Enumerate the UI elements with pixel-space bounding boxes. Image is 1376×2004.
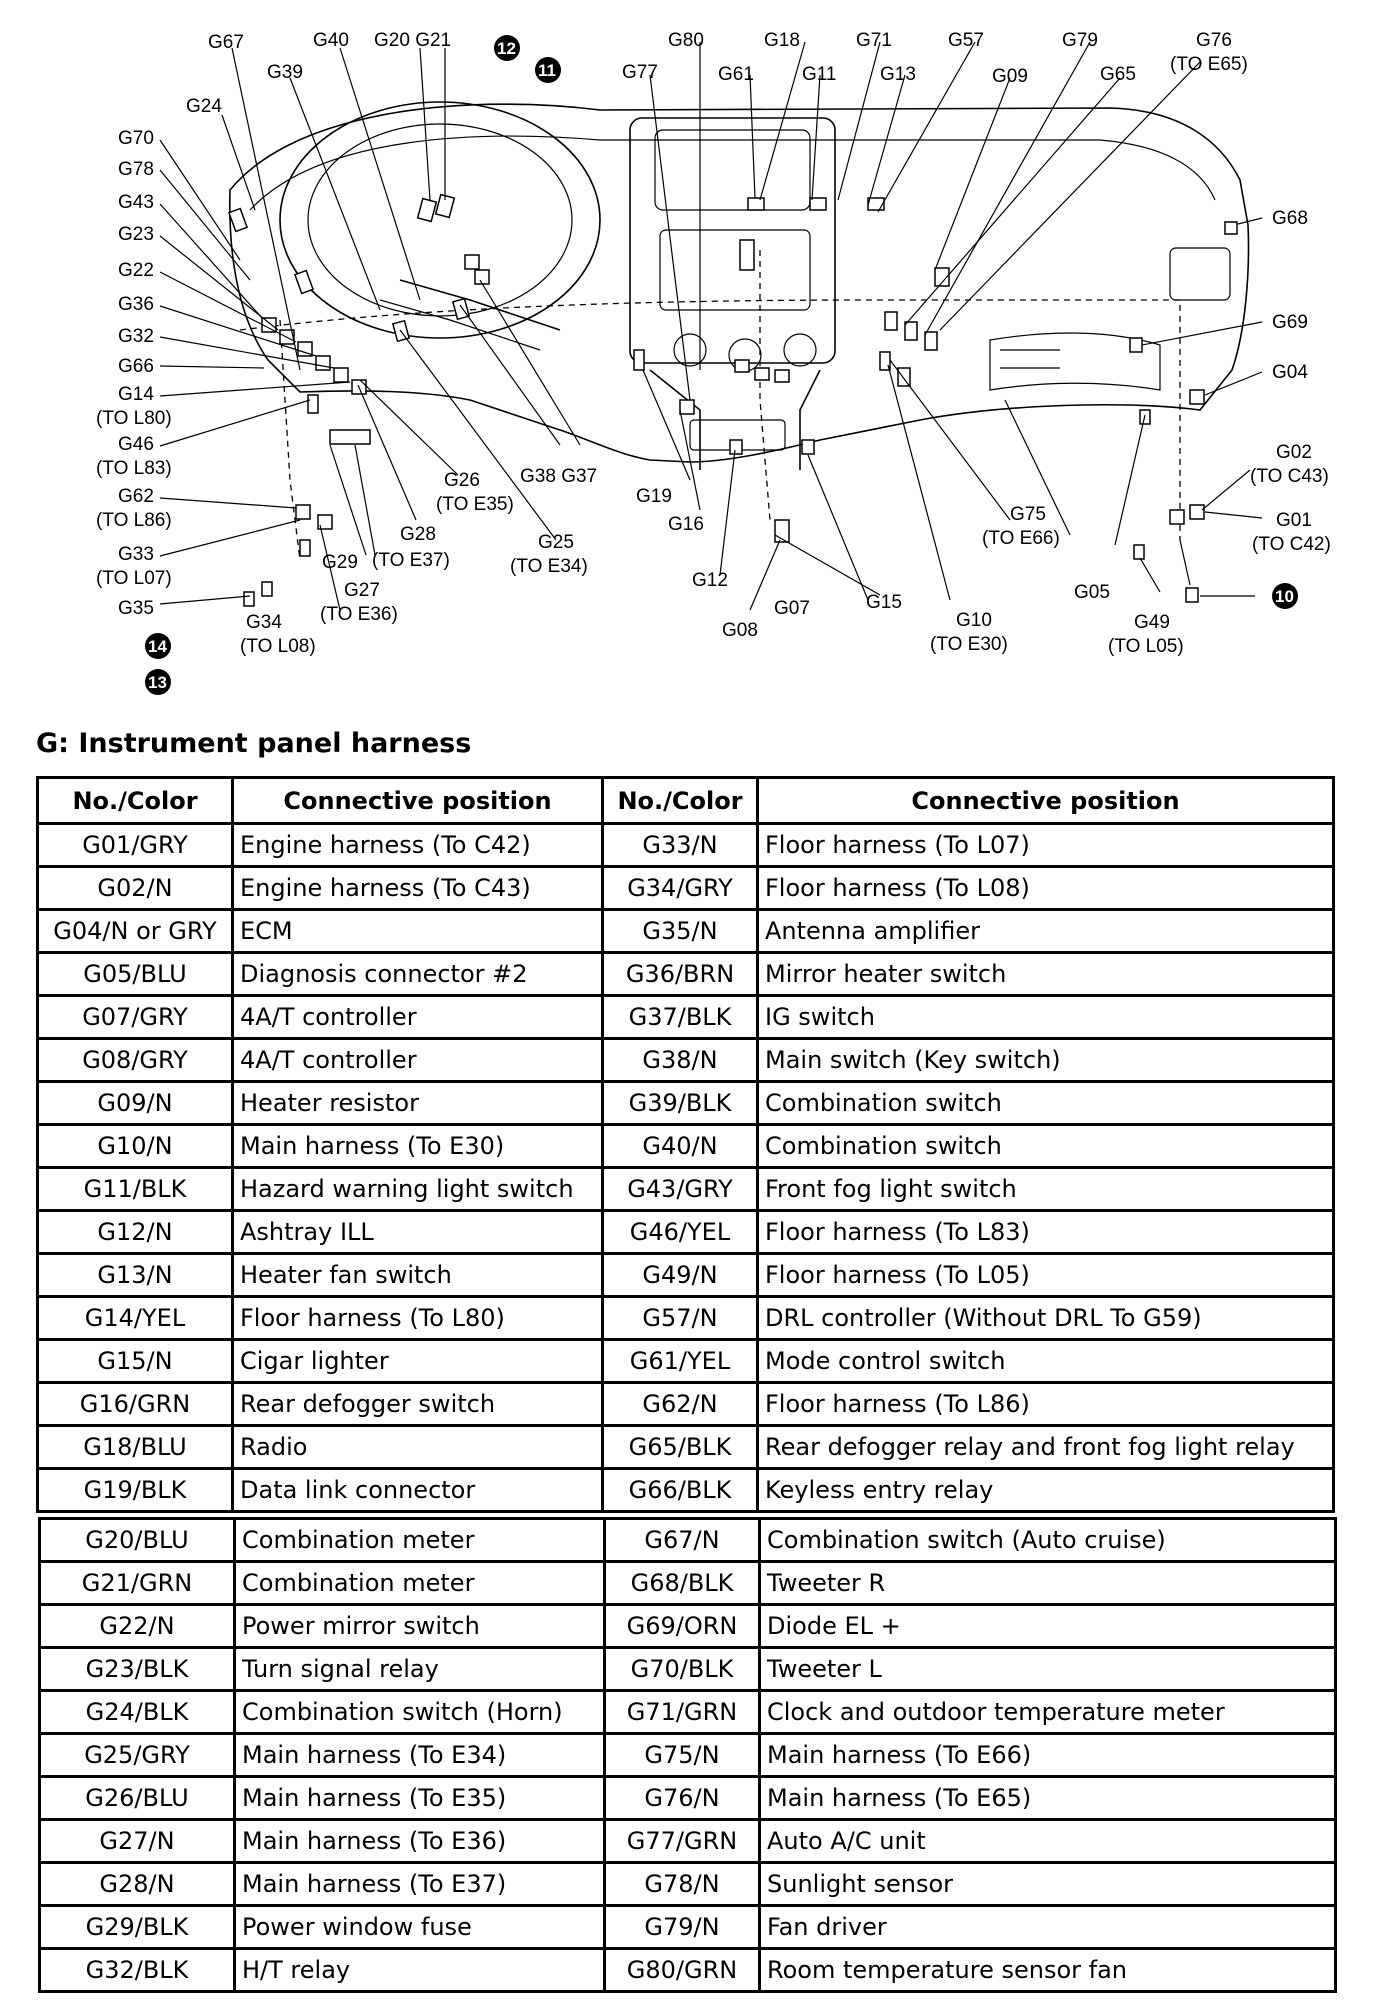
cell-no-color: G01/GRY xyxy=(38,824,233,867)
label-g26: G26 xyxy=(444,470,480,491)
label-g26-sub: (TO E35) xyxy=(436,494,514,515)
cell-connective-position: Keyless entry relay xyxy=(758,1469,1334,1512)
cell-connective-position: Front fog light switch xyxy=(758,1168,1334,1211)
cell-no-color: G49/N xyxy=(603,1254,758,1297)
cell-connective-position: Radio xyxy=(233,1426,603,1469)
header-connective-position: Connective position xyxy=(233,778,603,824)
table-row xyxy=(38,1340,1334,1383)
cell-no-color: G78/N xyxy=(605,1863,760,1906)
cell-connective-position: Main switch (Key switch) xyxy=(758,1039,1334,1082)
label-g33: G33 xyxy=(118,544,154,565)
cell-connective-position: Engine harness (To C42) xyxy=(233,824,603,867)
cell-connective-position: 4A/T controller xyxy=(233,996,603,1039)
cell-no-color: G09/N xyxy=(38,1082,233,1125)
cell-connective-position: Floor harness (To L07) xyxy=(758,824,1334,867)
cell-no-color: G22/N xyxy=(40,1605,235,1648)
label-g68: G68 xyxy=(1272,208,1308,229)
table-row xyxy=(38,1297,1334,1340)
label-g57: G57 xyxy=(948,30,984,51)
label-g46: G46 xyxy=(118,434,154,455)
cell-connective-position: Ashtray ILL xyxy=(233,1211,603,1254)
table-row xyxy=(38,996,1334,1039)
badge-10: 10 xyxy=(1275,587,1294,606)
label-g10: G10 xyxy=(956,610,992,631)
cell-no-color: G38/N xyxy=(603,1039,758,1082)
cell-connective-position: Floor harness (To L83) xyxy=(758,1211,1334,1254)
connector-table-block-1 xyxy=(36,776,1335,1513)
cell-no-color: G20/BLU xyxy=(40,1519,235,1562)
label-g14: G14 xyxy=(118,384,154,405)
cell-connective-position: IG switch xyxy=(758,996,1334,1039)
cell-no-color: G66/BLK xyxy=(603,1469,758,1512)
header-connective-position: Connective position xyxy=(758,778,1334,824)
cell-no-color: G32/BLK xyxy=(40,1949,235,1992)
cell-connective-position: Mode control switch xyxy=(758,1340,1334,1383)
label-g80: G80 xyxy=(668,30,704,51)
cell-no-color: G28/N xyxy=(40,1863,235,1906)
cell-no-color: G46/YEL xyxy=(603,1211,758,1254)
label-g01-sub: (TO C42) xyxy=(1252,534,1331,555)
label-g70: G70 xyxy=(118,128,154,149)
cell-connective-position: Combination switch xyxy=(758,1082,1334,1125)
label-g69: G69 xyxy=(1272,312,1308,333)
cell-no-color: G21/GRN xyxy=(40,1562,235,1605)
label-g34: G34 xyxy=(246,612,282,633)
cell-no-color: G08/GRY xyxy=(38,1039,233,1082)
cell-no-color: G68/BLK xyxy=(605,1562,760,1605)
label-g76-top: G76 xyxy=(1196,30,1232,51)
cell-connective-position: Power mirror switch xyxy=(235,1605,605,1648)
table-row xyxy=(38,1168,1334,1211)
cell-no-color: G33/N xyxy=(603,824,758,867)
cell-no-color: G04/N or GRY xyxy=(38,910,233,953)
label-g29: G29 xyxy=(322,552,358,573)
label-g23: G23 xyxy=(118,224,154,245)
cell-no-color: G34/GRY xyxy=(603,867,758,910)
cell-connective-position: Main harness (To E30) xyxy=(233,1125,603,1168)
label-g61: G61 xyxy=(718,64,754,85)
cell-no-color: G40/N xyxy=(603,1125,758,1168)
cell-connective-position: Rear defogger relay and front fog light relay xyxy=(758,1426,1334,1469)
cell-no-color: G71/GRN xyxy=(605,1691,760,1734)
cell-no-color: G10/N xyxy=(38,1125,233,1168)
table-row xyxy=(38,1469,1334,1512)
cell-no-color: G80/GRN xyxy=(605,1949,760,1992)
label-g33-sub: (TO L07) xyxy=(96,568,172,589)
cell-connective-position: 4A/T controller xyxy=(233,1039,603,1082)
cell-no-color: G13/N xyxy=(38,1254,233,1297)
table-row xyxy=(40,1519,1336,1562)
cell-connective-position: Tweeter R xyxy=(760,1562,1336,1605)
cell-no-color: G61/YEL xyxy=(603,1340,758,1383)
cell-connective-position: Combination meter xyxy=(235,1519,605,1562)
label-g09: G09 xyxy=(992,66,1028,87)
cell-connective-position: Turn signal relay xyxy=(235,1648,605,1691)
cell-no-color: G02/N xyxy=(38,867,233,910)
cell-no-color: G69/ORN xyxy=(605,1605,760,1648)
table-row xyxy=(38,953,1334,996)
label-g38-g37: G38 G37 xyxy=(520,466,598,487)
label-g36: G36 xyxy=(118,294,154,315)
cell-connective-position: Main harness (To E36) xyxy=(235,1820,605,1863)
badge-12: 12 xyxy=(497,39,516,58)
table-header-row xyxy=(38,778,1334,824)
label-g62-sub: (TO L86) xyxy=(96,510,172,531)
table-row xyxy=(38,1254,1334,1297)
label-g20-g21: G20 G21 xyxy=(374,30,452,51)
cell-connective-position: Diode EL + xyxy=(760,1605,1336,1648)
table-row xyxy=(40,1605,1336,1648)
label-g13: G13 xyxy=(880,64,916,85)
label-g75-sub: (TO E66) xyxy=(982,528,1060,549)
cell-no-color: G26/BLU xyxy=(40,1777,235,1820)
cell-no-color: G62/N xyxy=(603,1383,758,1426)
label-g66: G66 xyxy=(118,356,154,377)
cell-connective-position: Floor harness (To L80) xyxy=(233,1297,603,1340)
cell-connective-position: H/T relay xyxy=(235,1949,605,1992)
connector-table-block-2 xyxy=(38,1517,1337,1993)
cell-no-color: G77/GRN xyxy=(605,1820,760,1863)
section-title: G: Instrument panel harness xyxy=(36,728,472,759)
label-g79: G79 xyxy=(1062,30,1098,51)
label-g67: G67 xyxy=(208,32,244,53)
label-g28-sub: (TO E37) xyxy=(372,550,450,571)
cell-no-color: G70/BLK xyxy=(605,1648,760,1691)
cell-no-color: G19/BLK xyxy=(38,1469,233,1512)
cell-no-color: G23/BLK xyxy=(40,1648,235,1691)
cell-connective-position: Main harness (To E35) xyxy=(235,1777,605,1820)
table-row xyxy=(38,1082,1334,1125)
cell-connective-position: Data link connector xyxy=(233,1469,603,1512)
badge-13: 13 xyxy=(148,673,167,692)
label-g22: G22 xyxy=(118,260,154,281)
cell-no-color: G35/N xyxy=(603,910,758,953)
cell-no-color: G16/GRN xyxy=(38,1383,233,1426)
instrument-panel-diagram xyxy=(0,0,1376,710)
cell-no-color: G79/N xyxy=(605,1906,760,1949)
cell-no-color: G43/GRY xyxy=(603,1168,758,1211)
label-g43: G43 xyxy=(118,192,154,213)
cell-no-color: G07/GRY xyxy=(38,996,233,1039)
label-g25: G25 xyxy=(538,532,574,553)
badge-11: 11 xyxy=(538,61,556,80)
cell-connective-position: Main harness (To E37) xyxy=(235,1863,605,1906)
cell-connective-position: Rear defogger switch xyxy=(233,1383,603,1426)
cell-no-color: G05/BLU xyxy=(38,953,233,996)
cell-no-color: G24/BLK xyxy=(40,1691,235,1734)
cell-no-color: G37/BLK xyxy=(603,996,758,1039)
cell-connective-position: Antenna amplifier xyxy=(758,910,1334,953)
cell-connective-position: Auto A/C unit xyxy=(760,1820,1336,1863)
cell-no-color: G27/N xyxy=(40,1820,235,1863)
label-g08: G08 xyxy=(722,620,758,641)
cell-connective-position: Main harness (To E34) xyxy=(235,1734,605,1777)
table-row xyxy=(40,1949,1336,1992)
label-g10-sub: (TO E30) xyxy=(930,634,1008,655)
cell-no-color: G57/N xyxy=(603,1297,758,1340)
label-g05: G05 xyxy=(1074,582,1110,603)
label-g46-sub: (TO L83) xyxy=(96,458,172,479)
label-g01: G01 xyxy=(1276,510,1312,531)
header-no-color: No./Color xyxy=(603,778,758,824)
table-row xyxy=(40,1648,1336,1691)
table-row xyxy=(40,1777,1336,1820)
label-g27: G27 xyxy=(344,580,380,601)
cell-connective-position: Floor harness (To L86) xyxy=(758,1383,1334,1426)
badge-14: 14 xyxy=(148,637,167,656)
cell-no-color: G67/N xyxy=(605,1519,760,1562)
table-row xyxy=(40,1562,1336,1605)
label-g32: G32 xyxy=(118,326,154,347)
table-row xyxy=(38,867,1334,910)
cell-connective-position: Cigar lighter xyxy=(233,1340,603,1383)
table-row xyxy=(38,1383,1334,1426)
label-g16: G16 xyxy=(668,514,704,535)
table-row xyxy=(40,1906,1336,1949)
label-g34-sub: (TO L08) xyxy=(240,636,316,657)
cell-connective-position: Room temperature sensor fan xyxy=(760,1949,1336,1992)
table-row xyxy=(38,1211,1334,1254)
label-g28: G28 xyxy=(400,524,436,545)
cell-connective-position: Floor harness (To L08) xyxy=(758,867,1334,910)
cell-connective-position: Power window fuse xyxy=(235,1906,605,1949)
cell-connective-position: Main harness (To E65) xyxy=(760,1777,1336,1820)
cell-connective-position: Combination meter xyxy=(235,1562,605,1605)
cell-no-color: G65/BLK xyxy=(603,1426,758,1469)
table-row xyxy=(40,1734,1336,1777)
label-g77: G77 xyxy=(622,62,658,83)
table-row xyxy=(38,1125,1334,1168)
label-g18: G18 xyxy=(764,30,800,51)
cell-connective-position: Diagnosis connector #2 xyxy=(233,953,603,996)
label-g62: G62 xyxy=(118,486,154,507)
table-row xyxy=(38,910,1334,953)
label-g14-sub: (TO L80) xyxy=(96,408,172,429)
cell-connective-position: Clock and outdoor temperature meter xyxy=(760,1691,1336,1734)
label-g12: G12 xyxy=(692,570,728,591)
cell-connective-position: Main harness (To E66) xyxy=(760,1734,1336,1777)
label-g25-sub: (TO E34) xyxy=(510,556,588,577)
label-g78: G78 xyxy=(118,159,154,180)
cell-no-color: G36/BRN xyxy=(603,953,758,996)
label-g11: G11 xyxy=(802,64,837,85)
cell-connective-position: Heater resistor xyxy=(233,1082,603,1125)
cell-no-color: G76/N xyxy=(605,1777,760,1820)
label-g76-top-sub: (TO E65) xyxy=(1170,54,1248,75)
cell-no-color: G15/N xyxy=(38,1340,233,1383)
cell-connective-position: Engine harness (To C43) xyxy=(233,867,603,910)
cell-connective-position: Mirror heater switch xyxy=(758,953,1334,996)
cell-no-color: G29/BLK xyxy=(40,1906,235,1949)
cell-connective-position: Fan driver xyxy=(760,1906,1336,1949)
cell-connective-position: Hazard warning light switch xyxy=(233,1168,603,1211)
label-g71: G71 xyxy=(856,30,892,51)
cell-no-color: G14/YEL xyxy=(38,1297,233,1340)
label-g49: G49 xyxy=(1134,612,1170,633)
header-no-color: No./Color xyxy=(38,778,233,824)
cell-connective-position: Heater fan switch xyxy=(233,1254,603,1297)
dashboard-outline xyxy=(230,102,1249,585)
label-g40: G40 xyxy=(313,30,349,51)
table-row xyxy=(38,1039,1334,1082)
cell-no-color: G25/GRY xyxy=(40,1734,235,1777)
label-g27-sub: (TO E36) xyxy=(320,604,398,625)
label-g75: G75 xyxy=(1010,504,1046,525)
label-g24: G24 xyxy=(186,96,222,117)
label-g35: G35 xyxy=(118,598,154,619)
cell-connective-position: Combination switch xyxy=(758,1125,1334,1168)
cell-no-color: G39/BLK xyxy=(603,1082,758,1125)
cell-connective-position: Combination switch (Horn) xyxy=(235,1691,605,1734)
label-g02: G02 xyxy=(1276,442,1312,463)
label-g65: G65 xyxy=(1100,64,1136,85)
table-row xyxy=(38,824,1334,867)
cell-connective-position: Combination switch (Auto cruise) xyxy=(760,1519,1336,1562)
label-g19: G19 xyxy=(636,486,672,507)
table-row xyxy=(40,1820,1336,1863)
label-g39: G39 xyxy=(267,62,303,83)
cell-no-color: G18/BLU xyxy=(38,1426,233,1469)
cell-connective-position: DRL controller (Without DRL To G59) xyxy=(758,1297,1334,1340)
cell-no-color: G11/BLK xyxy=(38,1168,233,1211)
label-g02-sub: (TO C43) xyxy=(1250,466,1329,487)
table-row xyxy=(40,1691,1336,1734)
cell-connective-position: Sunlight sensor xyxy=(760,1863,1336,1906)
cell-no-color: G75/N xyxy=(605,1734,760,1777)
cell-connective-position: Floor harness (To L05) xyxy=(758,1254,1334,1297)
label-g49-sub: (TO L05) xyxy=(1108,636,1184,657)
label-g07: G07 xyxy=(774,598,810,619)
table-row xyxy=(40,1863,1336,1906)
cell-connective-position: Tweeter L xyxy=(760,1648,1336,1691)
cell-no-color: G12/N xyxy=(38,1211,233,1254)
label-g15: G15 xyxy=(866,592,902,613)
label-g04: G04 xyxy=(1272,362,1308,383)
table-row xyxy=(38,1426,1334,1469)
cell-connective-position: ECM xyxy=(233,910,603,953)
